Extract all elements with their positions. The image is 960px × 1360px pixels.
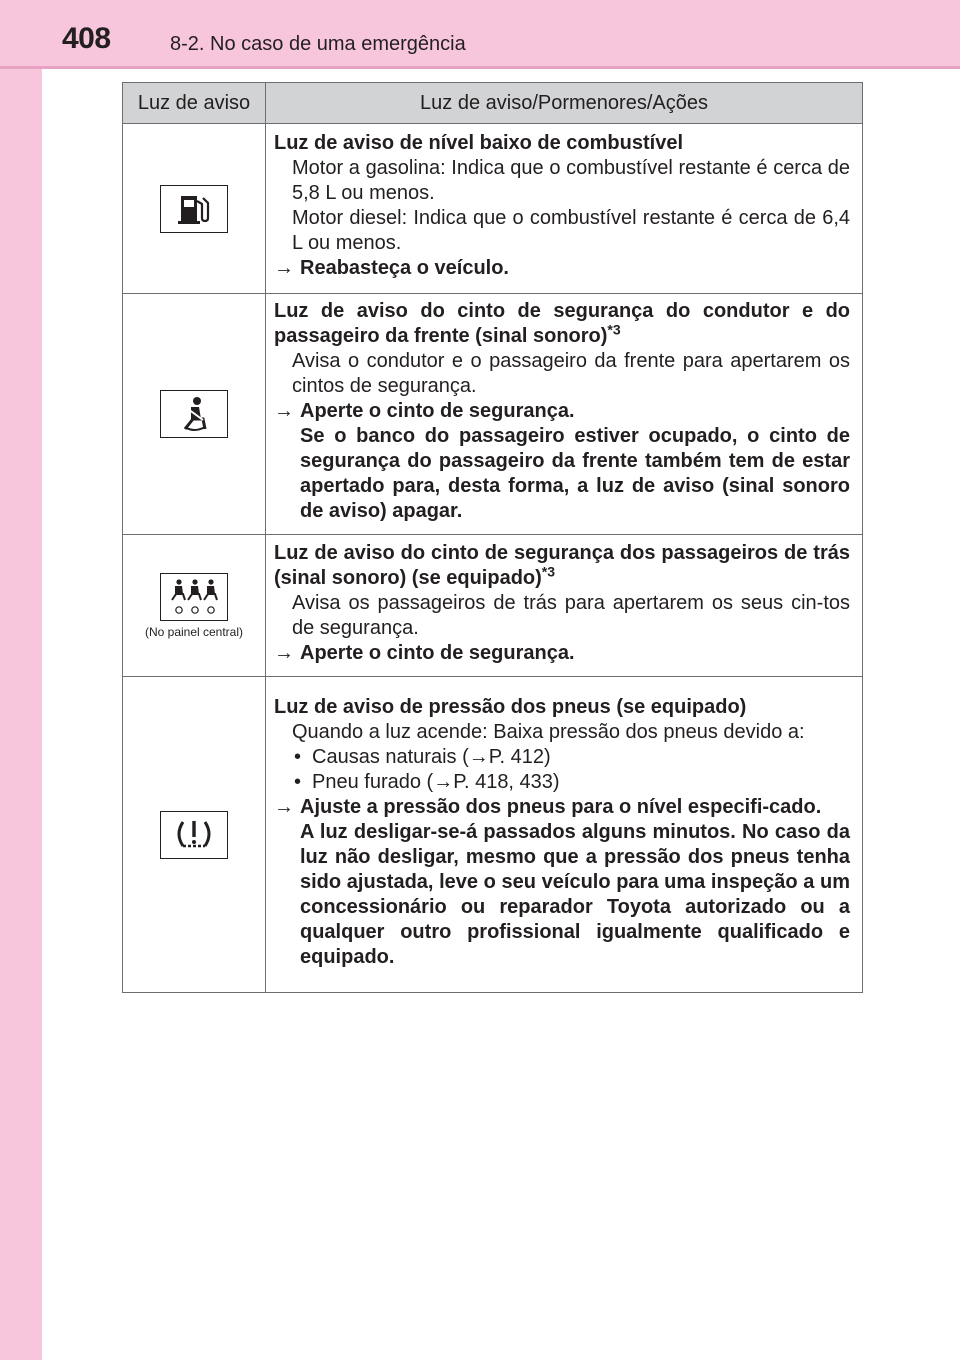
list-item	[274, 745, 850, 770]
detail-text: Avisa os passageiros de trás para apertarem os seus cin-tos de segurança.	[292, 591, 850, 639]
action-text: Ajuste a pressão dos pneus para o nível especifi-cado.	[300, 795, 822, 818]
list-item-text: Pneu furado (→P. 418, 433)	[312, 770, 560, 793]
action-text: Aperte o cinto de segurança.	[300, 641, 575, 664]
action-detail: Se o banco do passageiro estiver ocupado, o cinto de segurança do passageiro da frente também tem de estar apertado para, desta forma, a luz de aviso (sinal sonoro de aviso) apagar.	[300, 425, 850, 522]
col-header-details: Luz de aviso/Pormenores/Ações	[266, 83, 863, 124]
footnote-marker: *3	[541, 562, 556, 579]
action-detail: A luz desligar-se-á passados alguns minutos. No caso da luz não desligar, mesmo que a pressão dos pneus tenha sido ajustada, leve o seu veículo para uma inspeção a um concessionário ou reparador Toyota autorizado ou a qualquer outro profissional igualmente qualificado e equipado.	[300, 820, 850, 968]
action-line	[274, 399, 850, 424]
fuel-pump-icon	[160, 185, 228, 233]
description-cell	[266, 124, 863, 294]
col-header-light: Luz de aviso	[123, 83, 266, 124]
bullet-icon: •	[294, 770, 302, 793]
arrow-icon: →	[274, 641, 294, 664]
detail-text: Motor diesel: Indica que o combustível restante é cerca de 6,4 L ou menos.	[292, 207, 850, 254]
footnote-marker: *3	[607, 321, 621, 338]
detail-text: Quando a luz acende: Baixa pressão dos pneus devido a:	[292, 720, 805, 743]
icon-cell	[123, 124, 266, 294]
action-line	[274, 256, 850, 281]
list-item	[274, 770, 850, 795]
warning-title	[274, 299, 850, 349]
detail-text: Avisa o condutor e o passageiro da frente para apertarem os cintos de segurança.	[292, 350, 850, 397]
description-cell	[266, 294, 863, 535]
section-title: 8-2. No caso de uma emergência	[170, 33, 466, 55]
icon-cell	[123, 677, 266, 993]
warning-title-text: Luz de aviso do cinto de segurança dos passageiros de trás (sinal sonoro) (se equipado)	[274, 541, 850, 589]
action-line	[274, 795, 850, 820]
table-row	[123, 535, 863, 677]
warning-title	[274, 541, 850, 591]
arrow-icon: →	[274, 400, 294, 422]
description-cell	[266, 677, 863, 993]
action-line	[274, 641, 850, 666]
action-text: Reabasteça o veículo.	[300, 257, 509, 279]
description-cell	[266, 535, 863, 677]
icon-cell	[123, 535, 266, 677]
page-side-band	[0, 0, 42, 1360]
arrow-icon: →	[274, 795, 294, 818]
page-header-band	[0, 0, 960, 66]
page-number: 408	[62, 22, 111, 55]
rear-seatbelt-icon	[160, 573, 228, 621]
warning-title: Luz de aviso de nível baixo de combustível	[274, 132, 684, 154]
table-row	[123, 124, 863, 294]
detail-text: Motor a gasolina: Indica que o combustível restante é cerca de 5,8 L ou menos.	[292, 157, 850, 204]
list-item-text: Causas naturais (→P. 412)	[312, 745, 551, 768]
icon-cell	[123, 294, 266, 535]
table-row	[123, 294, 863, 535]
arrow-icon: →	[274, 257, 294, 279]
action-text: Aperte o cinto de segurança.	[300, 400, 575, 422]
table-header-row	[123, 83, 863, 124]
icon-note: (No painel central)	[144, 624, 244, 639]
warning-lights-table	[122, 82, 863, 993]
seatbelt-icon	[160, 390, 228, 438]
table-row	[123, 677, 863, 993]
warning-title-text: Luz de aviso do cinto de segurança do condutor e do passageiro da frente (sinal sonoro)	[274, 300, 850, 347]
warning-title: Luz de aviso de pressão dos pneus (se equipado)	[274, 695, 747, 718]
bullet-icon: •	[294, 745, 302, 768]
header-rule	[0, 66, 960, 69]
tire-pressure-icon	[160, 811, 228, 859]
